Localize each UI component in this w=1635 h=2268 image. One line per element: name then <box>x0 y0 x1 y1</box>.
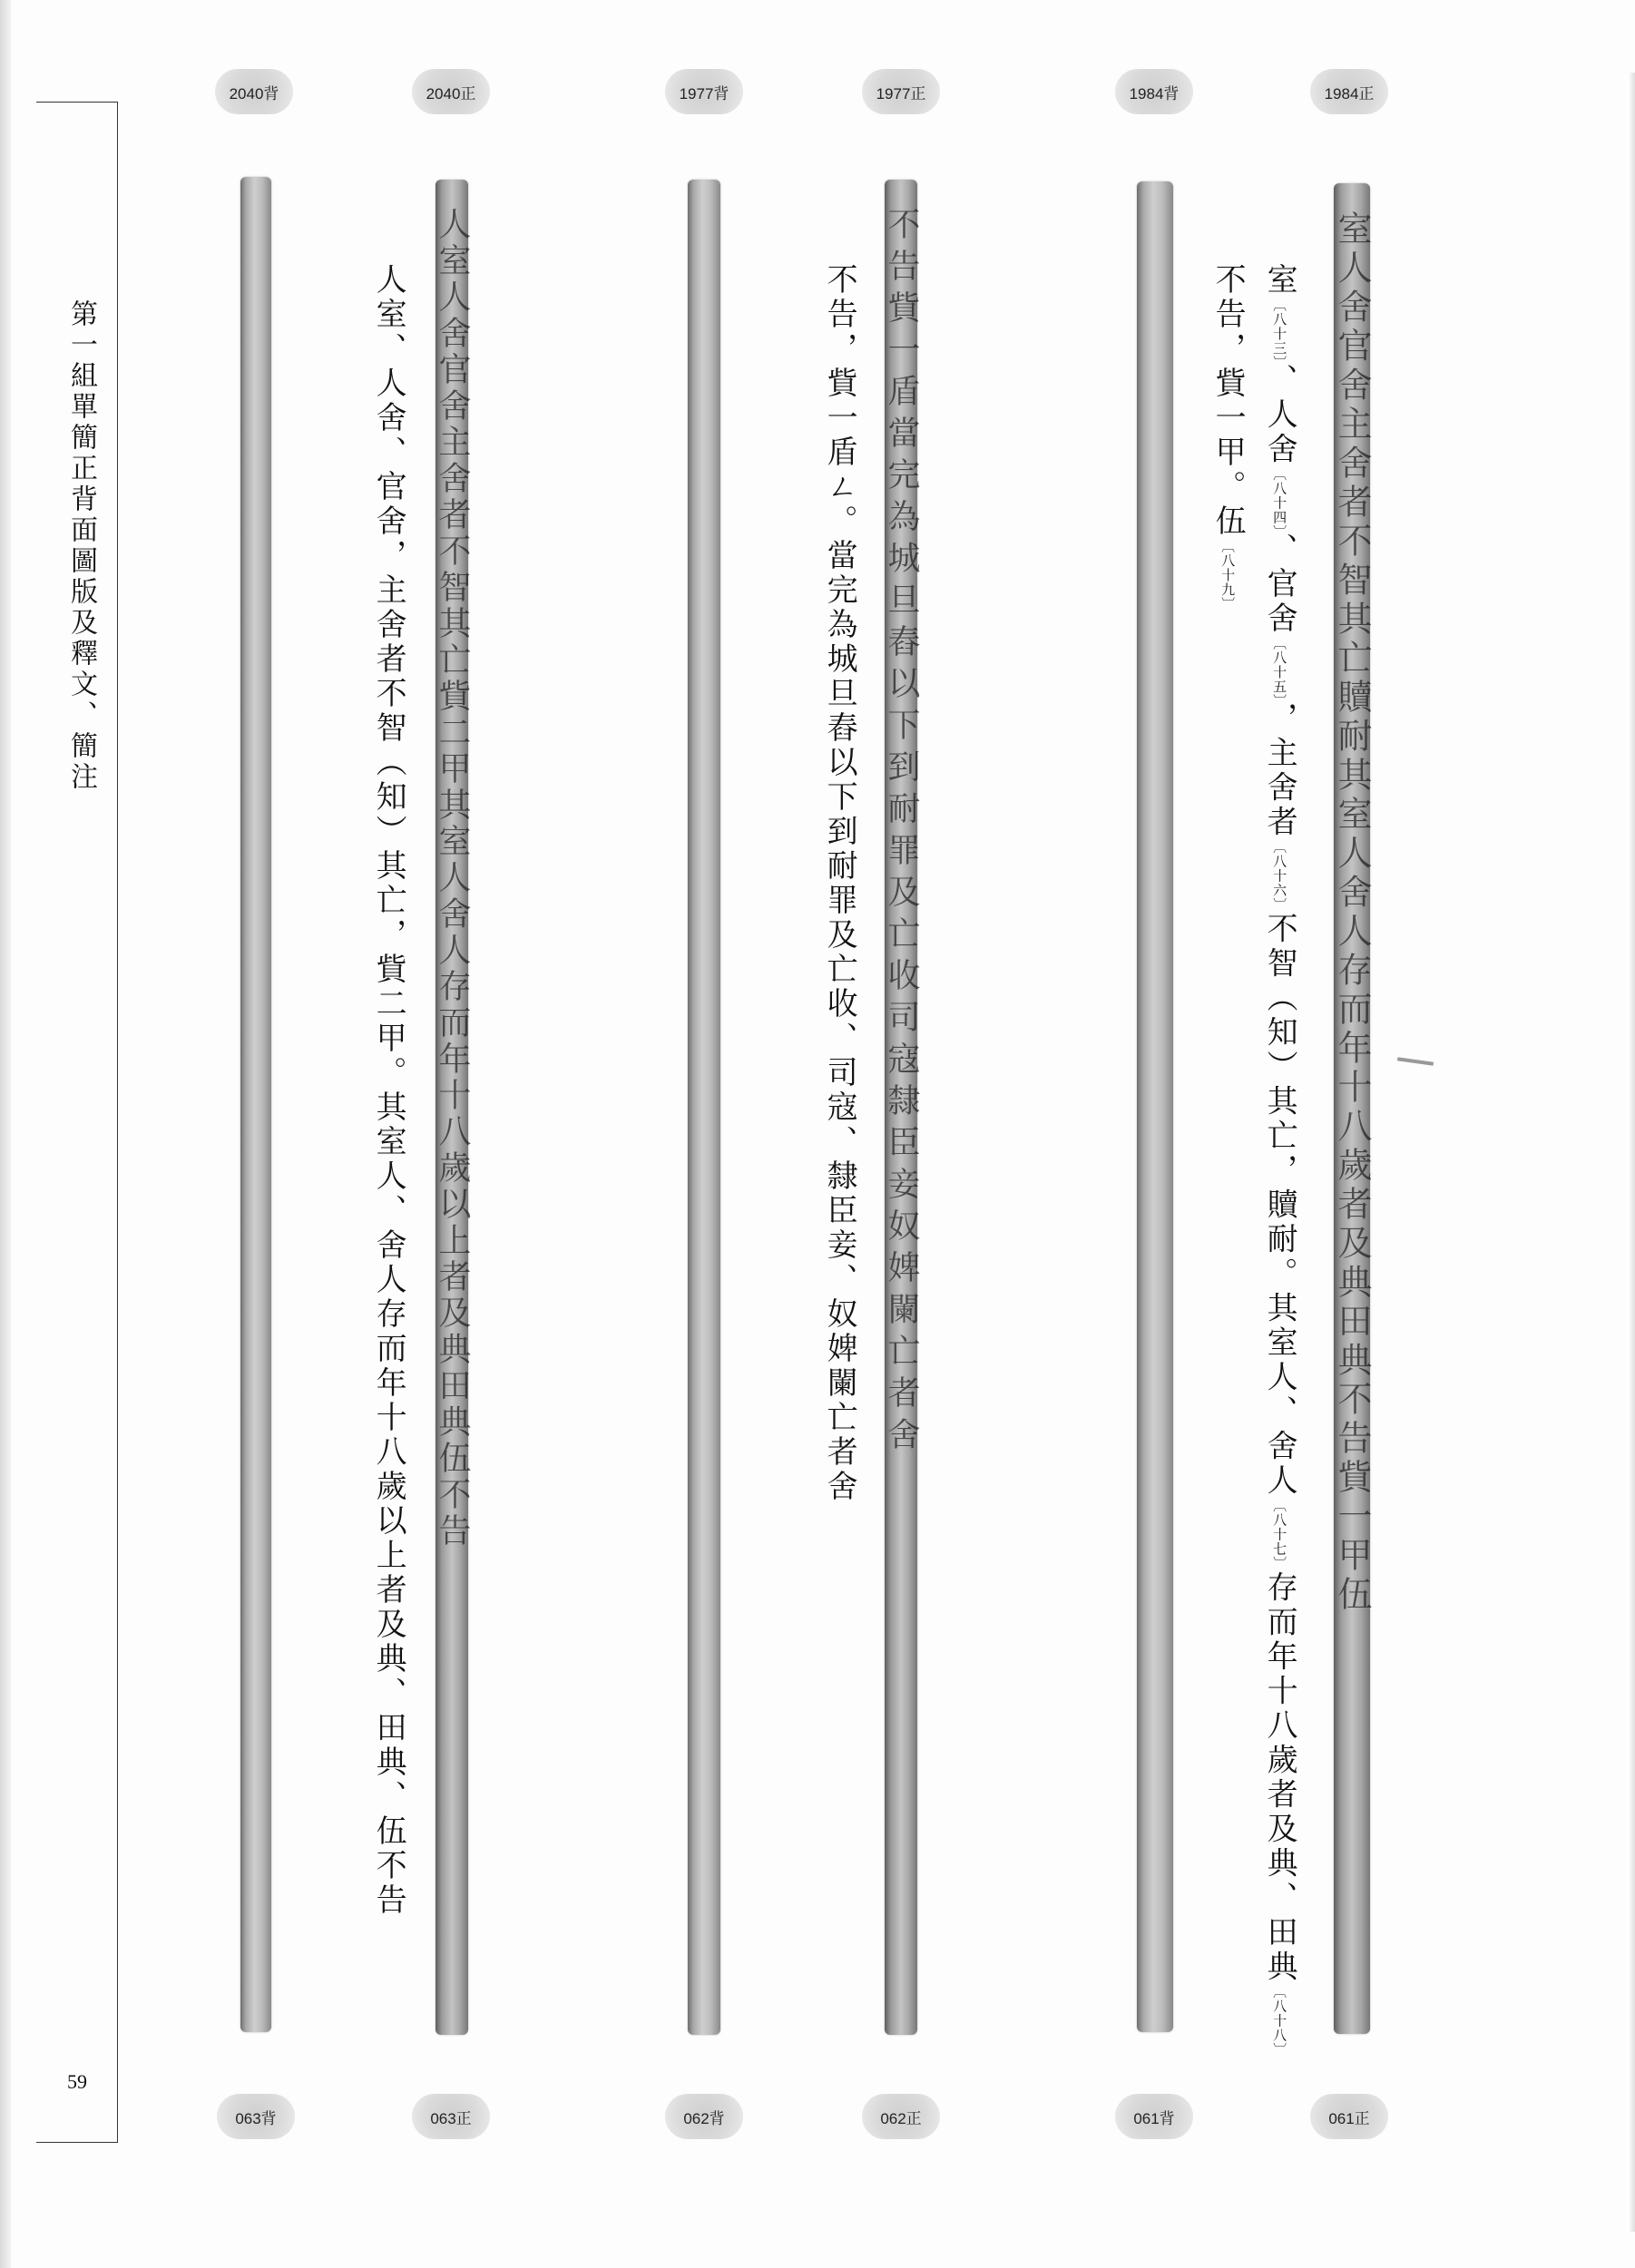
annotation-note: 〔八十五〕 <box>1271 636 1288 702</box>
slip-glyphs: 室人舍官舍主舍者不智其亡贖耐其室人舍人存而年十八歲者及典田典不告貲一甲伍 <box>1332 210 1372 1615</box>
bamboo-slip-062-back <box>688 180 720 2035</box>
transcription-061-col1 <box>1261 263 1297 2058</box>
bamboo-slip-063-front <box>434 180 471 2035</box>
slip-glyphs <box>1137 209 1173 419</box>
transcription-text: 不智（知）其亡，贖耐。其室人、舍人 <box>1261 912 1298 1499</box>
transcription-text: 室 <box>1261 263 1298 298</box>
slip-label-bottom: 061正 <box>1310 2094 1388 2139</box>
slip-label-top: 1984背 <box>1115 69 1193 114</box>
page-left-edge <box>0 0 11 2268</box>
slip-label-top: 1977正 <box>862 69 940 114</box>
slip-label-bottom: 062背 <box>665 2094 743 2139</box>
slip-label-top: 2040背 <box>215 69 293 114</box>
slip-glyphs: 不告貲一盾當完為城旦舂以下到耐罪及亡收司寇隸臣妾奴婢闌亡者舍 <box>883 207 920 1459</box>
slip-label-bottom: 063背 <box>217 2094 295 2139</box>
slip-glyphs <box>686 207 722 786</box>
transcription-062: 不告，貲一盾ㄥ。當完為城旦舂以下到耐罪及亡收、司寇、隸臣妾、奴婢闌亡者舍 <box>821 263 858 1504</box>
annotation-note: 〔八十八〕 <box>1271 1984 1288 2058</box>
transcription-text: ，主舍者 <box>1261 701 1298 840</box>
slip-glyphs <box>238 204 274 888</box>
slip-label-bottom: 062正 <box>862 2094 940 2139</box>
scan-mark <box>1397 1057 1434 1066</box>
slip-label-bottom: 063正 <box>412 2094 490 2139</box>
slip-label-top: 2040正 <box>412 69 490 114</box>
annotation-note: 〔八十四〕 <box>1271 466 1288 533</box>
annotation-note: 〔八十三〕 <box>1271 298 1288 364</box>
transcription-text: 存而年十八歲者及典、田典 <box>1261 1570 1298 1985</box>
annotation-note: 〔八十七〕 <box>1271 1498 1288 1571</box>
slip-label-top: 1977背 <box>665 69 743 114</box>
slip-label-top: 1984正 <box>1310 69 1388 114</box>
bamboo-slip-063-back <box>240 177 271 2032</box>
bamboo-slip-062-front <box>883 180 920 2035</box>
transcription-text: 、官舍 <box>1261 533 1298 636</box>
page-number: 59 <box>67 2070 87 2093</box>
annotation-note: 〔八十九〕 <box>1219 539 1237 611</box>
transcription-063: 人室、人舍、官舍，主舍者不智（知）其亡，貲二甲。其室人、舍人存而年十八歲以上者及典、田典、伍不告 <box>370 263 407 1918</box>
transcription-061-col2 <box>1209 263 1245 611</box>
transcription-text: 、人舍 <box>1261 363 1298 467</box>
page-right-edge <box>1630 73 1635 2232</box>
transcription-text: 不告，貲一甲。伍 <box>1209 263 1247 539</box>
bamboo-slip-061-back <box>1137 181 1173 2032</box>
annotation-note: 〔八十六〕 <box>1271 839 1288 913</box>
slip-label-bottom: 061背 <box>1115 2094 1193 2139</box>
bamboo-slip-061-front <box>1334 183 1370 2034</box>
slip-glyphs: 人室人舍官舍主舍者不智其亡貲二甲其室人舍人存而年十八歲以上者及典田典伍不告 <box>434 207 471 1549</box>
chapter-title: 第一組單簡正背面圖版及釋文、簡注 <box>65 299 97 793</box>
